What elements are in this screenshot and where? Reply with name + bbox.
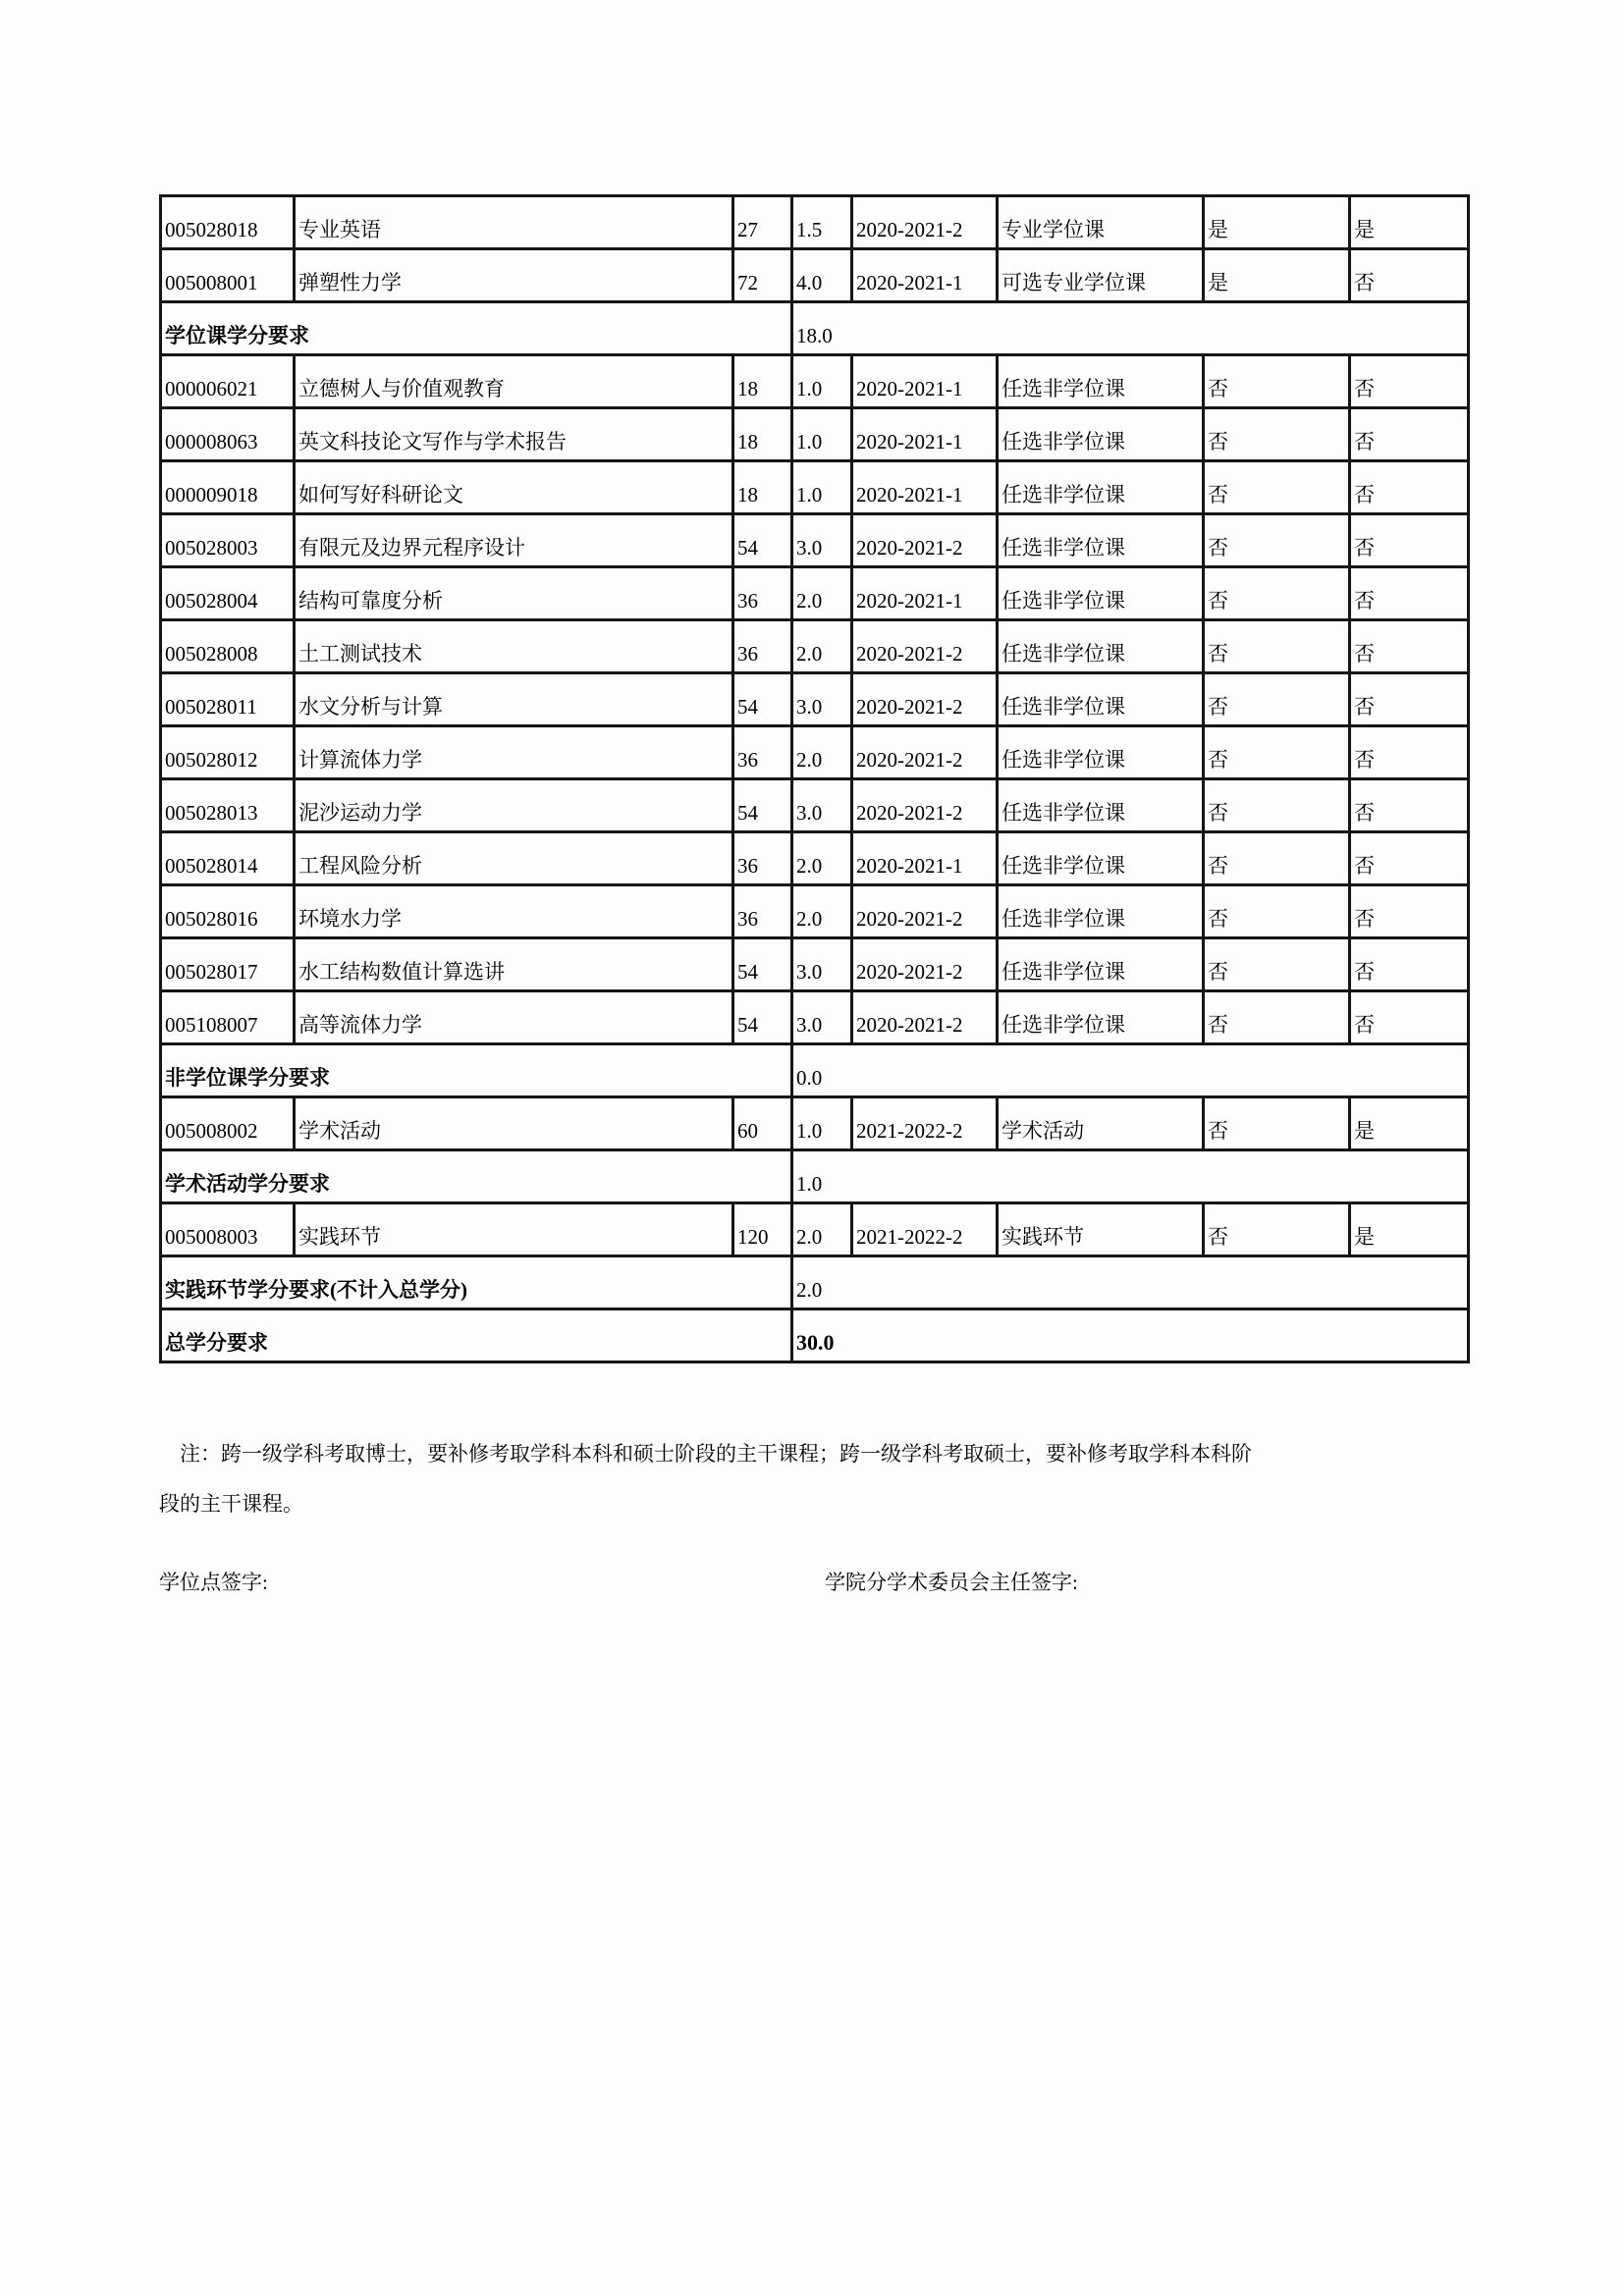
cell-hours: 36 xyxy=(733,620,792,673)
summary-label: 学位课学分要求 xyxy=(161,302,792,355)
cell-course-type: 任选非学位课 xyxy=(998,938,1204,991)
curriculum-table xyxy=(159,194,1470,1363)
summary-row xyxy=(161,1150,1469,1203)
cell-course-type: 任选非学位课 xyxy=(998,779,1204,832)
cell-course-name: 高等流体力学 xyxy=(295,991,733,1044)
cell-flag-1: 否 xyxy=(1204,1097,1350,1150)
cell-hours: 54 xyxy=(733,991,792,1044)
cell-course-type: 任选非学位课 xyxy=(998,991,1204,1044)
cell-course-name: 水工结构数值计算选讲 xyxy=(295,938,733,991)
cell-credits: 1.0 xyxy=(792,408,852,461)
cell-course-name: 结构可靠度分析 xyxy=(295,567,733,620)
summary-label: 学术活动学分要求 xyxy=(161,1150,792,1203)
cell-hours: 72 xyxy=(733,249,792,302)
cell-course-code: 005028018 xyxy=(161,196,295,249)
cell-course-name: 弹塑性力学 xyxy=(295,249,733,302)
cell-course-name: 环境水力学 xyxy=(295,885,733,938)
course-row xyxy=(161,196,1469,249)
cell-flag-2: 否 xyxy=(1350,673,1469,726)
cell-flag-1: 是 xyxy=(1204,196,1350,249)
cell-flag-1: 否 xyxy=(1204,514,1350,567)
cell-flag-2: 是 xyxy=(1350,196,1469,249)
cell-semester: 2020-2021-2 xyxy=(852,514,998,567)
cell-flag-1: 否 xyxy=(1204,461,1350,514)
summary-value: 1.0 xyxy=(792,1150,1469,1203)
cell-hours: 36 xyxy=(733,885,792,938)
course-row xyxy=(161,249,1469,302)
cell-semester: 2020-2021-1 xyxy=(852,408,998,461)
cell-course-code: 005028014 xyxy=(161,832,295,885)
footnote-line-1: 注：跨一级学科考取博士，要补修考取学科本科和硕士阶段的主干课程；跨一级学科考取硕士，要补修考取学科本科阶 xyxy=(180,1442,1252,1466)
cell-credits: 3.0 xyxy=(792,514,852,567)
course-row xyxy=(161,726,1469,779)
cell-flag-1: 是 xyxy=(1204,249,1350,302)
cell-course-type: 任选非学位课 xyxy=(998,620,1204,673)
footnote-line-2: 段的主干课程。 xyxy=(159,1492,303,1516)
cell-course-type: 学术活动 xyxy=(998,1097,1204,1150)
course-row xyxy=(161,355,1469,408)
cell-flag-1: 否 xyxy=(1204,885,1350,938)
cell-course-name: 土工测试技术 xyxy=(295,620,733,673)
cell-course-code: 005028008 xyxy=(161,620,295,673)
cell-flag-2: 否 xyxy=(1350,408,1469,461)
cell-course-name: 水文分析与计算 xyxy=(295,673,733,726)
cell-course-code: 005028003 xyxy=(161,514,295,567)
cell-semester: 2020-2021-2 xyxy=(852,620,998,673)
cell-credits: 2.0 xyxy=(792,620,852,673)
summary-value: 30.0 xyxy=(792,1309,1469,1362)
cell-course-name: 立德树人与价值观教育 xyxy=(295,355,733,408)
summary-value: 0.0 xyxy=(792,1044,1469,1097)
summary-row xyxy=(161,1256,1469,1309)
cell-course-code: 005008003 xyxy=(161,1203,295,1256)
cell-hours: 120 xyxy=(733,1203,792,1256)
cell-flag-1: 否 xyxy=(1204,408,1350,461)
cell-credits: 3.0 xyxy=(792,991,852,1044)
cell-course-name: 学术活动 xyxy=(295,1097,733,1150)
cell-flag-2: 是 xyxy=(1350,1203,1469,1256)
cell-credits: 3.0 xyxy=(792,938,852,991)
cell-semester: 2020-2021-2 xyxy=(852,673,998,726)
cell-course-name: 计算流体力学 xyxy=(295,726,733,779)
committee-chair-signature-label: 学院分学术委员会主任签字: xyxy=(825,1571,1078,1594)
cell-course-name: 如何写好科研论文 xyxy=(295,461,733,514)
course-row xyxy=(161,1203,1469,1256)
course-row xyxy=(161,408,1469,461)
cell-flag-2: 否 xyxy=(1350,249,1469,302)
degree-point-signature-label: 学位点签字: xyxy=(159,1571,268,1594)
cell-course-type: 实践环节 xyxy=(998,1203,1204,1256)
cell-course-type: 任选非学位课 xyxy=(998,461,1204,514)
cell-hours: 18 xyxy=(733,408,792,461)
cell-course-code: 005008002 xyxy=(161,1097,295,1150)
cell-flag-2: 否 xyxy=(1350,726,1469,779)
cell-course-type: 任选非学位课 xyxy=(998,885,1204,938)
course-row xyxy=(161,991,1469,1044)
cell-flag-2: 否 xyxy=(1350,514,1469,567)
cell-course-type: 任选非学位课 xyxy=(998,567,1204,620)
cell-course-code: 000008063 xyxy=(161,408,295,461)
cell-semester: 2020-2021-1 xyxy=(852,832,998,885)
cell-flag-2: 否 xyxy=(1350,991,1469,1044)
cell-flag-2: 否 xyxy=(1350,938,1469,991)
summary-value: 18.0 xyxy=(792,302,1469,355)
cell-course-code: 000009018 xyxy=(161,461,295,514)
cell-course-name: 泥沙运动力学 xyxy=(295,779,733,832)
summary-row xyxy=(161,1309,1469,1362)
cell-semester: 2020-2021-2 xyxy=(852,779,998,832)
cell-credits: 2.0 xyxy=(792,832,852,885)
cell-course-type: 任选非学位课 xyxy=(998,673,1204,726)
cell-credits: 1.5 xyxy=(792,196,852,249)
cell-flag-1: 否 xyxy=(1204,779,1350,832)
summary-label: 总学分要求 xyxy=(161,1309,792,1362)
cell-semester: 2020-2021-1 xyxy=(852,567,998,620)
cell-flag-2: 否 xyxy=(1350,461,1469,514)
summary-row xyxy=(161,302,1469,355)
cell-course-code: 000006021 xyxy=(161,355,295,408)
course-row xyxy=(161,514,1469,567)
cell-course-name: 专业英语 xyxy=(295,196,733,249)
summary-label: 实践环节学分要求(不计入总学分) xyxy=(161,1256,792,1309)
course-row xyxy=(161,673,1469,726)
signature-row xyxy=(159,1567,1485,1596)
cell-course-code: 005028016 xyxy=(161,885,295,938)
cell-course-name: 工程风险分析 xyxy=(295,832,733,885)
curriculum-table-body xyxy=(161,196,1469,1362)
cell-flag-2: 否 xyxy=(1350,779,1469,832)
summary-value: 2.0 xyxy=(792,1256,1469,1309)
cell-hours: 60 xyxy=(733,1097,792,1150)
cell-hours: 36 xyxy=(733,726,792,779)
cell-course-name: 实践环节 xyxy=(295,1203,733,1256)
summary-row xyxy=(161,1044,1469,1097)
cell-hours: 54 xyxy=(733,673,792,726)
cell-credits: 4.0 xyxy=(792,249,852,302)
cell-flag-2: 否 xyxy=(1350,620,1469,673)
course-row xyxy=(161,779,1469,832)
cell-credits: 1.0 xyxy=(792,355,852,408)
cell-semester: 2021-2022-2 xyxy=(852,1097,998,1150)
cell-credits: 2.0 xyxy=(792,726,852,779)
cell-hours: 36 xyxy=(733,832,792,885)
cell-credits: 2.0 xyxy=(792,567,852,620)
course-row xyxy=(161,461,1469,514)
cell-flag-1: 否 xyxy=(1204,991,1350,1044)
cell-flag-1: 否 xyxy=(1204,726,1350,779)
cell-credits: 3.0 xyxy=(792,673,852,726)
cell-flag-1: 否 xyxy=(1204,832,1350,885)
cell-semester: 2020-2021-2 xyxy=(852,885,998,938)
cell-course-name: 英文科技论文写作与学术报告 xyxy=(295,408,733,461)
cell-hours: 54 xyxy=(733,938,792,991)
cell-flag-2: 否 xyxy=(1350,355,1469,408)
cell-course-type: 专业学位课 xyxy=(998,196,1204,249)
footnote xyxy=(159,1429,1485,1529)
cell-flag-2: 否 xyxy=(1350,885,1469,938)
cell-hours: 18 xyxy=(733,461,792,514)
cell-semester: 2020-2021-2 xyxy=(852,726,998,779)
cell-semester: 2020-2021-1 xyxy=(852,249,998,302)
cell-credits: 2.0 xyxy=(792,1203,852,1256)
cell-semester: 2021-2022-2 xyxy=(852,1203,998,1256)
cell-semester: 2020-2021-2 xyxy=(852,196,998,249)
cell-course-code: 005028017 xyxy=(161,938,295,991)
cell-course-code: 005028012 xyxy=(161,726,295,779)
course-row xyxy=(161,885,1469,938)
cell-course-code: 005008001 xyxy=(161,249,295,302)
cell-course-type: 任选非学位课 xyxy=(998,832,1204,885)
cell-flag-2: 否 xyxy=(1350,832,1469,885)
cell-credits: 1.0 xyxy=(792,461,852,514)
cell-credits: 1.0 xyxy=(792,1097,852,1150)
cell-flag-1: 否 xyxy=(1204,620,1350,673)
cell-course-code: 005028011 xyxy=(161,673,295,726)
cell-semester: 2020-2021-2 xyxy=(852,938,998,991)
cell-course-code: 005028013 xyxy=(161,779,295,832)
cell-flag-2: 是 xyxy=(1350,1097,1469,1150)
cell-course-code: 005028004 xyxy=(161,567,295,620)
cell-hours: 54 xyxy=(733,514,792,567)
cell-flag-1: 否 xyxy=(1204,1203,1350,1256)
cell-course-type: 任选非学位课 xyxy=(998,408,1204,461)
summary-label: 非学位课学分要求 xyxy=(161,1044,792,1097)
cell-hours: 36 xyxy=(733,567,792,620)
course-row xyxy=(161,938,1469,991)
course-row xyxy=(161,832,1469,885)
cell-semester: 2020-2021-1 xyxy=(852,355,998,408)
course-row xyxy=(161,1097,1469,1150)
cell-flag-1: 否 xyxy=(1204,938,1350,991)
course-row xyxy=(161,620,1469,673)
cell-flag-1: 否 xyxy=(1204,567,1350,620)
cell-semester: 2020-2021-1 xyxy=(852,461,998,514)
cell-course-type: 任选非学位课 xyxy=(998,726,1204,779)
cell-course-name: 有限元及边界元程序设计 xyxy=(295,514,733,567)
cell-flag-1: 否 xyxy=(1204,355,1350,408)
cell-course-code: 005108007 xyxy=(161,991,295,1044)
cell-course-type: 任选非学位课 xyxy=(998,355,1204,408)
cell-hours: 27 xyxy=(733,196,792,249)
cell-flag-2: 否 xyxy=(1350,567,1469,620)
cell-credits: 3.0 xyxy=(792,779,852,832)
cell-semester: 2020-2021-2 xyxy=(852,991,998,1044)
cell-hours: 54 xyxy=(733,779,792,832)
cell-flag-1: 否 xyxy=(1204,673,1350,726)
cell-hours: 18 xyxy=(733,355,792,408)
cell-course-type: 任选非学位课 xyxy=(998,514,1204,567)
course-row xyxy=(161,567,1469,620)
cell-credits: 2.0 xyxy=(792,885,852,938)
cell-course-type: 可选专业学位课 xyxy=(998,249,1204,302)
